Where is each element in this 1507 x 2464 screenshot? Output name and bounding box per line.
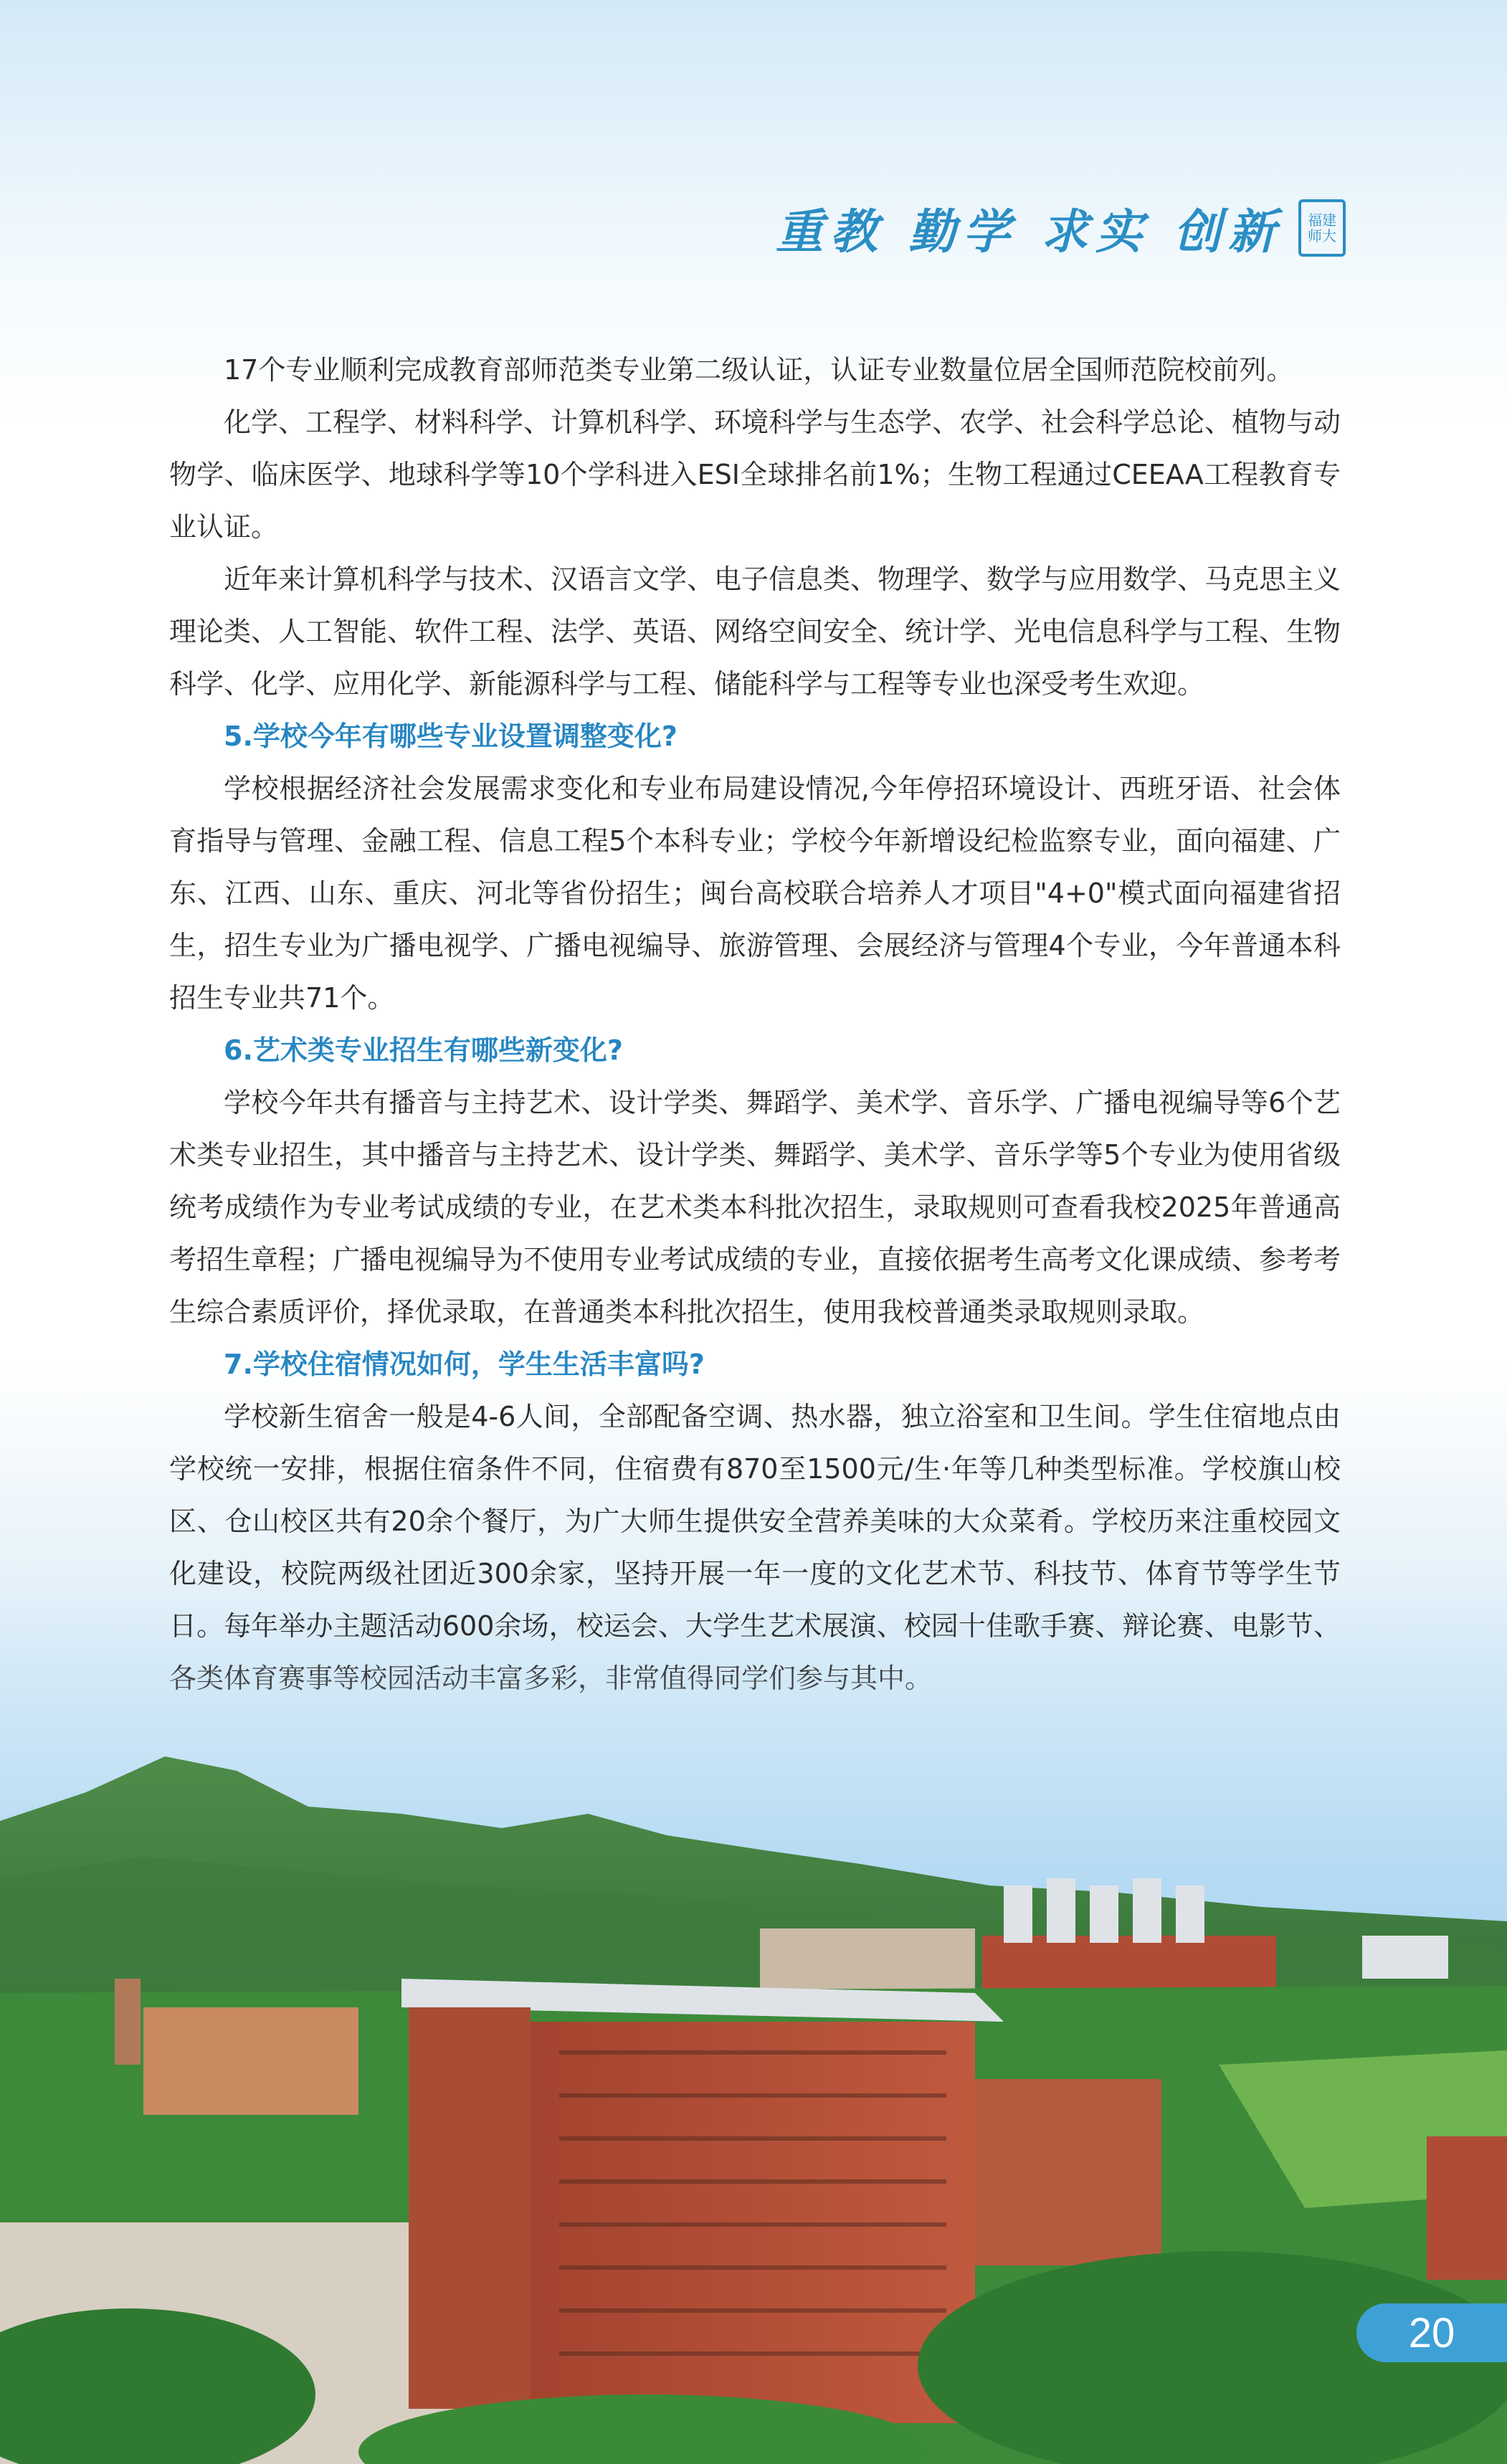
page-number: 20 bbox=[1408, 2309, 1455, 2356]
paragraph: 学校今年共有播音与主持艺术、设计学类、舞蹈学、美术学、音乐学、广播电视编导等6个艺术类专业招生，其中播音与主持艺术、设计学类、舞蹈学、美术学、音乐学等5个专业为使用省级统考成绩作为专业考试成绩的专业，在艺术类本科批次招生，录取规则可查看我校2025年普通高考招生章程；广播电视编导为不使用专业考试成绩的专业，直接依据考生高考文化课成绩、参考考生综合素质评价，择优录取，在普通类本科批次招生，使用我校普通类录取规则录取。 bbox=[169, 1087, 1341, 1328]
page-number-tab bbox=[1356, 2303, 1507, 2362]
campus-aerial-photo bbox=[0, 1649, 1507, 2464]
section-heading: 5.学校今年有哪些专业设置调整变化? bbox=[224, 720, 678, 752]
article-body bbox=[169, 344, 1341, 1705]
paragraph: 学校根据经济社会发展需求变化和专业布局建设情况,今年停招环境设计、西班牙语、社会体育指导与管理、金融工程、信息工程5个本科专业；学校今年新增设纪检监察专业，面向福建、广东、江西、山东、重庆、河北等省份招生；闽台高校联合培养人才项目"4+0"模式面向福建省招生，招生专业为广播电视学、广播电视编导、旅游管理、会展经济与管理4个专业，今年普通本科招生专业共71个。 bbox=[169, 773, 1341, 1014]
paragraph: 近年来计算机科学与技术、汉语言文学、电子信息类、物理学、数学与应用数学、马克思主义理论类、人工智能、软件工程、法学、英语、网络空间安全、统计学、光电信息科学与工程、生物科学、化学、应用化学、新能源科学与工程、储能科学与工程等专业也深受考生欢迎。 bbox=[169, 563, 1341, 700]
paragraph: 学校新生宿舍一般是4-6人间，全部配备空调、热水器，独立浴室和卫生间。学生住宿地点由学校统一安排，根据住宿条件不同，住宿费有870至1500元/生·年等几种类型标准。学校旗山校区、仓山校区共有20余个餐厅，为广大师生提供安全营养美味的大众菜肴。学校历来注重校园文化建设，校院两级社团近300余家，坚持开展一年一度的文化艺术节、科技节、体育节等学生节日。每年举办主题活动600余场，校运会、大学生艺术展演、校园十佳歌手赛、辩论赛、电影节、 bbox=[169, 1401, 1341, 1642]
paragraph: 化学、工程学、材料科学、计算机科学、环境科学与生态学、农学、社会科学总论、植物与动物学、临床医学、地球科学等10个学科进入ESI全球排名前1%；生物工程通过CEEAA工程教育专业认证。 bbox=[169, 406, 1341, 543]
section-heading: 7.学校住宿情况如何，学生生活丰富吗? bbox=[224, 1348, 705, 1380]
paragraph: 17个专业顺利完成教育部师范类专业第二级认证，认证专业数量位居全国师范院校前列。 bbox=[224, 354, 1294, 386]
seal-stamp: 福建 师大 bbox=[1298, 199, 1346, 257]
school-motto bbox=[776, 194, 1346, 262]
section-heading: 6.艺术类专业招生有哪些新变化? bbox=[224, 1034, 623, 1066]
motto-calligraphy: 重教 勤学 求实 创新 bbox=[776, 204, 1283, 260]
